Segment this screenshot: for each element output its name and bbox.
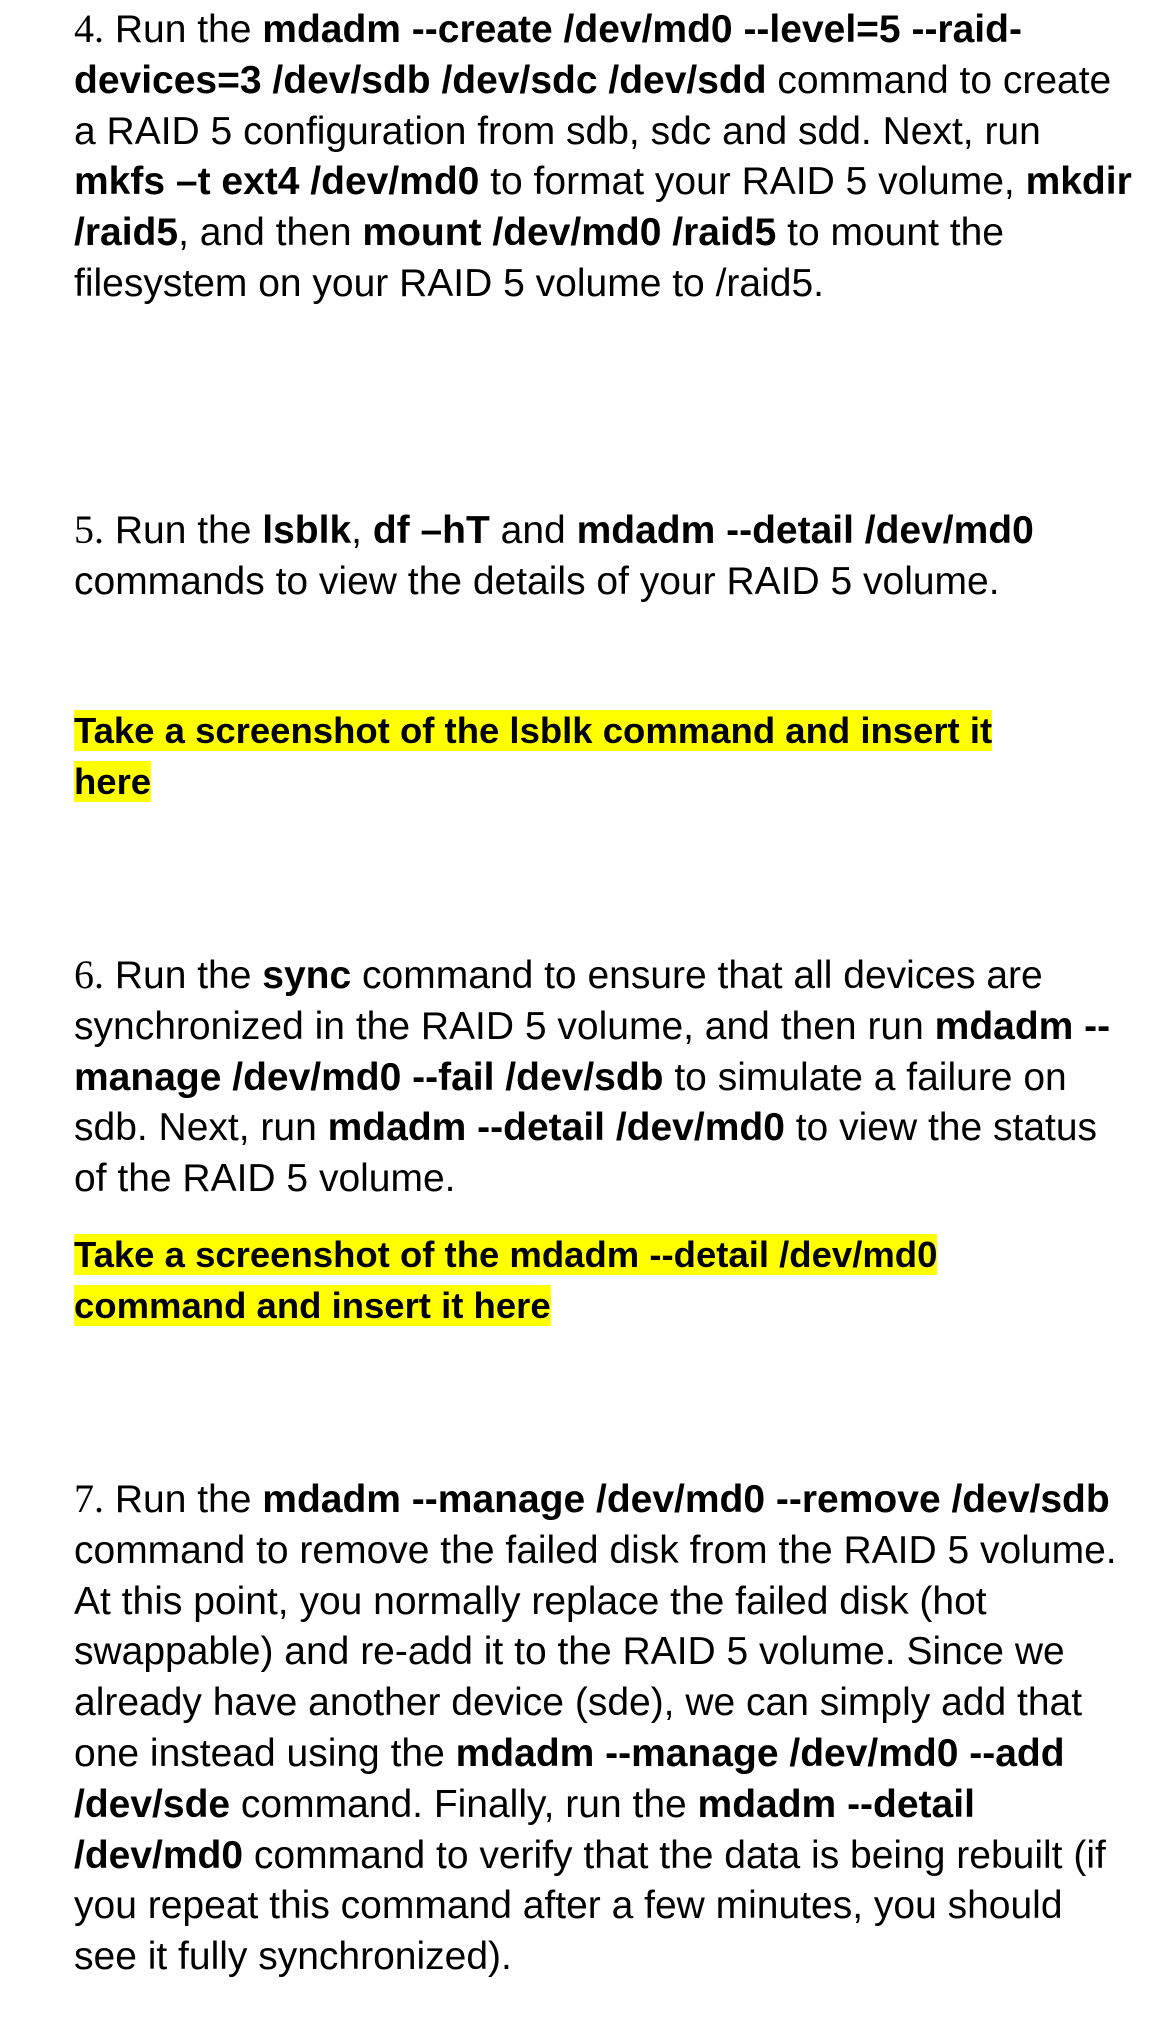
body-text: Run the <box>104 954 263 997</box>
command-text: mdadm --detail /dev/md0 <box>74 1782 975 1877</box>
command-text: mdadm --create /dev/md0 --level=5 --raid-devices=3 /dev/sdb /dev/sdc /dev/sdd <box>74 8 1022 102</box>
body-text: to mount the filesystem on your RAID 5 volume to /raid5. <box>74 211 1004 305</box>
step-5-screenshot-note <box>74 706 992 807</box>
body-text: to view the status of the RAID 5 volume. <box>74 1106 1098 1201</box>
step-6-number: 6. <box>74 952 104 997</box>
command-text: mkfs –t ext4 /dev/md0 <box>74 160 480 204</box>
command-text: mkdir /raid5 <box>74 160 1132 255</box>
note-6-line-1: Take a screenshot of the mdadm --detail /dev/md0 <box>74 1234 938 1275</box>
body-text: command to verify that the data is being rebuilt (if you repeat this command after a few minutes, you should see it fully synchronized). <box>74 1833 1106 1979</box>
command-text: mount /dev/md0 /raid5 <box>362 211 777 255</box>
note-6-line-2: command and insert it here <box>74 1284 551 1326</box>
body-text: command to ensure that all devices are synchronized in the RAID 5 volume, and then run <box>74 954 1043 1048</box>
body-text: to simulate a failure on sdb. Next, run <box>74 1055 1067 1150</box>
step-5-paragraph <box>74 505 1134 608</box>
step-7-paragraph <box>74 1474 1134 1983</box>
body-text: commands to view the details of your RAID 5 volume. <box>74 559 1000 603</box>
body-text: command to remove the failed disk from the RAID 5 volume. At this point, you normally replace the failed disk (hot swappable) and re-add it to the RAID 5 volume. Since we already have another device (sde), we can simply add that one instead using the <box>74 1528 1117 1775</box>
body-text: Run the <box>104 8 263 51</box>
body-text: , <box>351 509 373 552</box>
command-text: df –hT <box>372 509 490 552</box>
note-5-line-1: Take a screenshot of the lsblk command and insert it <box>74 710 993 751</box>
body-text: command to create a RAID 5 configuration from sdb, sdc and sdd. Next, run <box>74 58 1112 153</box>
note-5-line-2: here <box>74 760 152 802</box>
command-text: mdadm --detail /dev/md0 <box>576 509 1034 552</box>
body-text: , and then <box>178 211 363 255</box>
body-text: Run the <box>104 509 263 552</box>
step-4-number: 4. <box>74 6 104 51</box>
command-text: mdadm --detail /dev/md0 <box>327 1106 785 1150</box>
step-4-paragraph <box>74 4 1134 310</box>
command-text: sync <box>262 954 352 997</box>
body-text: Run the <box>104 1478 263 1521</box>
step-5-number: 5. <box>74 507 104 552</box>
body-text: and <box>489 509 577 552</box>
command-text: mdadm --manage /dev/md0 --fail /dev/sdb <box>74 1004 1111 1099</box>
step-7-number: 7. <box>74 1476 104 1521</box>
command-text: mdadm --manage /dev/md0 --remove /dev/sdb <box>262 1478 1110 1521</box>
step-6-paragraph <box>74 950 1134 1205</box>
body-text: to format your RAID 5 volume, <box>479 160 1026 204</box>
command-text: lsblk <box>262 509 352 552</box>
command-text: mdadm --manage /dev/md0 --add /dev/sde <box>74 1731 1065 1826</box>
body-text: command. Finally, run the <box>230 1782 698 1826</box>
step-6-screenshot-note <box>74 1230 937 1331</box>
